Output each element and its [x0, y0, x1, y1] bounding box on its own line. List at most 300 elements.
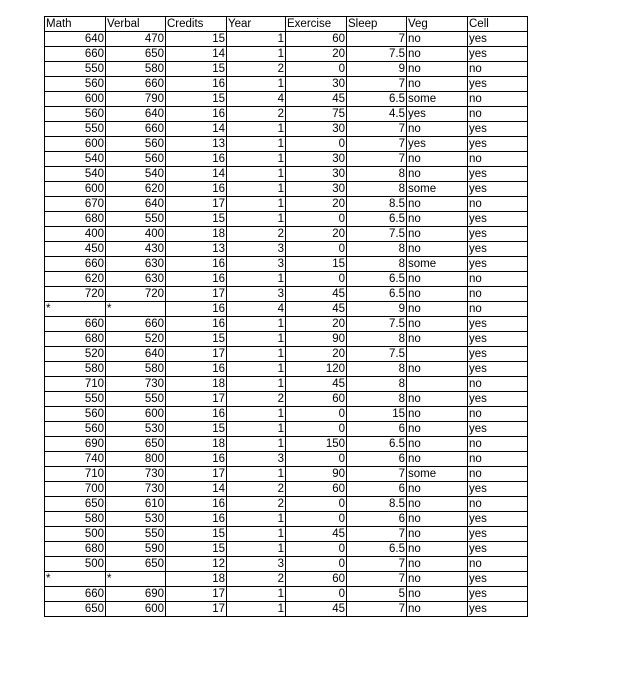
cell-sleep[interactable]: 6 [347, 512, 407, 527]
cell-sleep[interactable]: 7.5 [347, 347, 407, 362]
cell-year[interactable]: 1 [227, 212, 286, 227]
cell-cell[interactable]: yes [468, 362, 528, 377]
cell-math[interactable]: 650 [45, 602, 106, 617]
cell-cell[interactable]: yes [468, 182, 528, 197]
cell-credits[interactable]: 16 [166, 317, 227, 332]
cell-exercise[interactable]: 30 [286, 167, 347, 182]
cell-credits[interactable]: 17 [166, 587, 227, 602]
cell-cell[interactable]: no [468, 452, 528, 467]
cell-sleep[interactable]: 6 [347, 452, 407, 467]
cell-verbal[interactable]: 530 [106, 422, 166, 437]
cell-sleep[interactable]: 6 [347, 422, 407, 437]
cell-credits[interactable]: 15 [166, 542, 227, 557]
cell-veg[interactable]: no [407, 167, 468, 182]
cell-credits[interactable]: 16 [166, 77, 227, 92]
cell-sleep[interactable]: 8 [347, 167, 407, 182]
cell-exercise[interactable]: 0 [286, 212, 347, 227]
cell-math[interactable]: 600 [45, 137, 106, 152]
cell-year[interactable]: 2 [227, 392, 286, 407]
cell-veg[interactable]: no [407, 227, 468, 242]
cell-veg[interactable]: no [407, 287, 468, 302]
cell-math[interactable]: 620 [45, 272, 106, 287]
cell-verbal[interactable]: 660 [106, 122, 166, 137]
cell-veg[interactable]: no [407, 122, 468, 137]
cell-year[interactable]: 1 [227, 122, 286, 137]
cell-credits[interactable]: 17 [166, 287, 227, 302]
cell-veg[interactable]: no [407, 212, 468, 227]
cell-veg[interactable]: no [407, 62, 468, 77]
cell-cell[interactable]: yes [468, 77, 528, 92]
cell-year[interactable]: 1 [227, 437, 286, 452]
cell-verbal[interactable]: 730 [106, 482, 166, 497]
cell-credits[interactable]: 16 [166, 452, 227, 467]
cell-exercise[interactable]: 30 [286, 152, 347, 167]
cell-year[interactable]: 2 [227, 227, 286, 242]
cell-veg[interactable]: no [407, 557, 468, 572]
cell-sleep[interactable]: 7 [347, 572, 407, 587]
cell-exercise[interactable]: 0 [286, 137, 347, 152]
cell-credits[interactable]: 16 [166, 362, 227, 377]
cell-verbal[interactable]: 520 [106, 332, 166, 347]
cell-exercise[interactable]: 0 [286, 452, 347, 467]
cell-credits[interactable]: 17 [166, 347, 227, 362]
cell-credits[interactable]: 16 [166, 302, 227, 317]
cell-math[interactable]: * [45, 572, 106, 587]
cell-cell[interactable]: yes [468, 32, 528, 47]
cell-credits[interactable]: 15 [166, 32, 227, 47]
cell-exercise[interactable]: 20 [286, 347, 347, 362]
cell-credits[interactable]: 17 [166, 392, 227, 407]
cell-verbal[interactable]: 550 [106, 527, 166, 542]
cell-verbal[interactable]: 560 [106, 152, 166, 167]
cell-verbal[interactable]: 590 [106, 542, 166, 557]
cell-credits[interactable]: 13 [166, 137, 227, 152]
cell-cell[interactable]: no [468, 107, 528, 122]
header-cell-credits[interactable]: Credits [166, 17, 227, 32]
cell-verbal[interactable]: 790 [106, 92, 166, 107]
cell-veg[interactable]: no [407, 152, 468, 167]
cell-exercise[interactable]: 0 [286, 242, 347, 257]
cell-cell[interactable]: yes [468, 347, 528, 362]
cell-veg[interactable]: no [407, 572, 468, 587]
cell-exercise[interactable]: 30 [286, 122, 347, 137]
cell-cell[interactable]: no [468, 92, 528, 107]
cell-exercise[interactable]: 20 [286, 227, 347, 242]
cell-exercise[interactable]: 45 [286, 527, 347, 542]
cell-veg[interactable]: no [407, 407, 468, 422]
cell-exercise[interactable]: 60 [286, 392, 347, 407]
cell-veg[interactable]: no [407, 197, 468, 212]
cell-sleep[interactable]: 9 [347, 302, 407, 317]
cell-math[interactable]: 700 [45, 482, 106, 497]
cell-exercise[interactable]: 45 [286, 287, 347, 302]
cell-year[interactable]: 1 [227, 467, 286, 482]
cell-veg[interactable]: no [407, 437, 468, 452]
cell-credits[interactable]: 16 [166, 407, 227, 422]
cell-exercise[interactable]: 0 [286, 557, 347, 572]
cell-exercise[interactable]: 30 [286, 182, 347, 197]
cell-cell[interactable]: yes [468, 572, 528, 587]
cell-sleep[interactable]: 5 [347, 587, 407, 602]
cell-veg[interactable]: no [407, 497, 468, 512]
cell-year[interactable]: 3 [227, 287, 286, 302]
cell-cell[interactable]: no [468, 497, 528, 512]
cell-veg[interactable]: no [407, 32, 468, 47]
cell-veg[interactable]: no [407, 47, 468, 62]
cell-credits[interactable]: 18 [166, 227, 227, 242]
cell-credits[interactable]: 15 [166, 422, 227, 437]
cell-math[interactable]: 550 [45, 392, 106, 407]
cell-exercise[interactable]: 45 [286, 602, 347, 617]
cell-credits[interactable]: 14 [166, 47, 227, 62]
cell-math[interactable]: 560 [45, 407, 106, 422]
cell-verbal[interactable]: 640 [106, 347, 166, 362]
cell-sleep[interactable]: 7 [347, 527, 407, 542]
cell-credits[interactable]: 16 [166, 512, 227, 527]
cell-year[interactable]: 1 [227, 347, 286, 362]
cell-year[interactable]: 1 [227, 182, 286, 197]
cell-credits[interactable]: 16 [166, 107, 227, 122]
cell-veg[interactable]: no [407, 542, 468, 557]
cell-sleep[interactable]: 7 [347, 137, 407, 152]
cell-credits[interactable]: 16 [166, 272, 227, 287]
cell-sleep[interactable]: 7.5 [347, 47, 407, 62]
cell-year[interactable]: 1 [227, 272, 286, 287]
cell-credits[interactable]: 15 [166, 332, 227, 347]
cell-sleep[interactable]: 8 [347, 242, 407, 257]
cell-cell[interactable]: no [468, 437, 528, 452]
cell-credits[interactable]: 16 [166, 182, 227, 197]
cell-credits[interactable]: 18 [166, 377, 227, 392]
cell-math[interactable]: 660 [45, 47, 106, 62]
cell-year[interactable]: 2 [227, 497, 286, 512]
cell-year[interactable]: 1 [227, 602, 286, 617]
cell-math[interactable]: 520 [45, 347, 106, 362]
cell-veg[interactable]: no [407, 482, 468, 497]
cell-cell[interactable]: yes [468, 392, 528, 407]
cell-cell[interactable]: yes [468, 587, 528, 602]
cell-verbal[interactable]: 690 [106, 587, 166, 602]
cell-credits[interactable]: 12 [166, 557, 227, 572]
cell-year[interactable]: 1 [227, 77, 286, 92]
cell-math[interactable]: 550 [45, 62, 106, 77]
header-cell-sleep[interactable]: Sleep [347, 17, 407, 32]
cell-cell[interactable]: yes [468, 122, 528, 137]
cell-sleep[interactable]: 6.5 [347, 212, 407, 227]
cell-cell[interactable]: no [468, 197, 528, 212]
cell-math[interactable]: 690 [45, 437, 106, 452]
cell-exercise[interactable]: 75 [286, 107, 347, 122]
cell-veg[interactable]: no [407, 77, 468, 92]
cell-cell[interactable]: yes [468, 242, 528, 257]
cell-verbal[interactable]: 650 [106, 437, 166, 452]
cell-sleep[interactable]: 8.5 [347, 497, 407, 512]
cell-math[interactable]: 560 [45, 77, 106, 92]
cell-year[interactable]: 2 [227, 62, 286, 77]
cell-cell[interactable]: yes [468, 227, 528, 242]
cell-sleep[interactable]: 8 [347, 182, 407, 197]
cell-cell[interactable]: yes [468, 482, 528, 497]
cell-veg[interactable]: no [407, 392, 468, 407]
cell-year[interactable]: 2 [227, 572, 286, 587]
cell-veg[interactable]: no [407, 242, 468, 257]
cell-year[interactable]: 1 [227, 332, 286, 347]
cell-cell[interactable]: no [468, 62, 528, 77]
cell-math[interactable]: 720 [45, 287, 106, 302]
cell-credits[interactable]: 17 [166, 197, 227, 212]
cell-math[interactable]: 660 [45, 317, 106, 332]
cell-year[interactable]: 3 [227, 242, 286, 257]
cell-sleep[interactable]: 7 [347, 602, 407, 617]
cell-sleep[interactable]: 8 [347, 377, 407, 392]
cell-exercise[interactable]: 0 [286, 62, 347, 77]
cell-exercise[interactable]: 20 [286, 317, 347, 332]
cell-verbal[interactable]: 550 [106, 392, 166, 407]
cell-sleep[interactable]: 7 [347, 122, 407, 137]
cell-sleep[interactable]: 6 [347, 482, 407, 497]
cell-verbal[interactable]: 730 [106, 467, 166, 482]
cell-cell[interactable]: no [468, 407, 528, 422]
cell-year[interactable]: 1 [227, 377, 286, 392]
cell-cell[interactable]: yes [468, 422, 528, 437]
cell-sleep[interactable]: 7.5 [347, 317, 407, 332]
cell-sleep[interactable]: 6.5 [347, 287, 407, 302]
cell-year[interactable]: 4 [227, 92, 286, 107]
cell-veg[interactable]: no [407, 317, 468, 332]
cell-veg[interactable]: no [407, 272, 468, 287]
cell-credits[interactable]: 14 [166, 122, 227, 137]
cell-math[interactable]: 550 [45, 122, 106, 137]
cell-exercise[interactable]: 45 [286, 92, 347, 107]
cell-year[interactable]: 1 [227, 587, 286, 602]
cell-verbal[interactable]: 580 [106, 62, 166, 77]
cell-verbal[interactable]: 580 [106, 362, 166, 377]
cell-cell[interactable]: yes [468, 257, 528, 272]
cell-cell[interactable]: no [468, 557, 528, 572]
cell-math[interactable]: * [45, 302, 106, 317]
cell-cell[interactable]: no [468, 272, 528, 287]
cell-exercise[interactable]: 0 [286, 422, 347, 437]
cell-veg[interactable]: no [407, 302, 468, 317]
cell-sleep[interactable]: 6.5 [347, 272, 407, 287]
cell-math[interactable]: 500 [45, 527, 106, 542]
cell-math[interactable]: 400 [45, 227, 106, 242]
cell-credits[interactable]: 18 [166, 572, 227, 587]
cell-year[interactable]: 3 [227, 257, 286, 272]
cell-year[interactable]: 1 [227, 197, 286, 212]
cell-year[interactable]: 1 [227, 422, 286, 437]
cell-credits[interactable]: 15 [166, 212, 227, 227]
cell-verbal[interactable]: 600 [106, 602, 166, 617]
cell-cell[interactable]: yes [468, 602, 528, 617]
cell-credits[interactable]: 13 [166, 242, 227, 257]
cell-math[interactable]: 740 [45, 452, 106, 467]
cell-year[interactable]: 1 [227, 317, 286, 332]
cell-verbal[interactable]: 600 [106, 407, 166, 422]
cell-cell[interactable]: yes [468, 527, 528, 542]
cell-exercise[interactable]: 20 [286, 197, 347, 212]
cell-sleep[interactable]: 7 [347, 467, 407, 482]
cell-veg[interactable]: no [407, 332, 468, 347]
cell-exercise[interactable]: 90 [286, 332, 347, 347]
cell-verbal[interactable]: * [106, 302, 166, 317]
cell-cell[interactable]: yes [468, 512, 528, 527]
cell-exercise[interactable]: 90 [286, 467, 347, 482]
cell-sleep[interactable]: 6.5 [347, 92, 407, 107]
cell-veg[interactable]: some [407, 257, 468, 272]
cell-credits[interactable]: 14 [166, 167, 227, 182]
cell-cell[interactable]: yes [468, 167, 528, 182]
cell-verbal[interactable]: 470 [106, 32, 166, 47]
cell-verbal[interactable]: 630 [106, 257, 166, 272]
cell-year[interactable]: 1 [227, 362, 286, 377]
cell-cell[interactable]: no [468, 377, 528, 392]
cell-sleep[interactable]: 7 [347, 152, 407, 167]
cell-exercise[interactable]: 0 [286, 407, 347, 422]
cell-exercise[interactable]: 20 [286, 47, 347, 62]
cell-year[interactable]: 2 [227, 107, 286, 122]
cell-credits[interactable]: 15 [166, 92, 227, 107]
cell-math[interactable]: 560 [45, 422, 106, 437]
cell-math[interactable]: 710 [45, 467, 106, 482]
cell-math[interactable]: 500 [45, 557, 106, 572]
cell-credits[interactable]: 17 [166, 602, 227, 617]
cell-veg[interactable]: no [407, 422, 468, 437]
cell-credits[interactable]: 15 [166, 527, 227, 542]
cell-verbal[interactable]: 730 [106, 377, 166, 392]
cell-math[interactable]: 640 [45, 32, 106, 47]
cell-credits[interactable]: 16 [166, 152, 227, 167]
cell-cell[interactable]: yes [468, 332, 528, 347]
cell-verbal[interactable]: * [106, 572, 166, 587]
cell-sleep[interactable]: 8 [347, 332, 407, 347]
cell-math[interactable]: 580 [45, 362, 106, 377]
cell-verbal[interactable]: 640 [106, 197, 166, 212]
cell-verbal[interactable]: 560 [106, 137, 166, 152]
cell-exercise[interactable]: 120 [286, 362, 347, 377]
cell-year[interactable]: 3 [227, 452, 286, 467]
cell-credits[interactable]: 16 [166, 257, 227, 272]
cell-sleep[interactable]: 8 [347, 362, 407, 377]
cell-veg[interactable]: some [407, 92, 468, 107]
cell-cell[interactable]: yes [468, 317, 528, 332]
header-cell-math[interactable]: Math [45, 17, 106, 32]
cell-verbal[interactable]: 660 [106, 317, 166, 332]
cell-exercise[interactable]: 15 [286, 257, 347, 272]
cell-sleep[interactable]: 6.5 [347, 437, 407, 452]
cell-veg[interactable]: no [407, 527, 468, 542]
cell-sleep[interactable]: 8 [347, 257, 407, 272]
cell-exercise[interactable]: 150 [286, 437, 347, 452]
cell-cell[interactable]: yes [468, 47, 528, 62]
cell-math[interactable]: 540 [45, 167, 106, 182]
cell-year[interactable]: 1 [227, 32, 286, 47]
cell-verbal[interactable]: 650 [106, 47, 166, 62]
cell-year[interactable]: 1 [227, 152, 286, 167]
cell-math[interactable]: 710 [45, 377, 106, 392]
cell-math[interactable]: 660 [45, 587, 106, 602]
cell-sleep[interactable]: 8.5 [347, 197, 407, 212]
cell-year[interactable]: 3 [227, 557, 286, 572]
cell-verbal[interactable]: 650 [106, 557, 166, 572]
cell-veg[interactable]: no [407, 362, 468, 377]
cell-sleep[interactable]: 7.5 [347, 227, 407, 242]
cell-credits[interactable]: 15 [166, 62, 227, 77]
cell-sleep[interactable]: 4.5 [347, 107, 407, 122]
cell-year[interactable]: 4 [227, 302, 286, 317]
cell-exercise[interactable]: 0 [286, 272, 347, 287]
cell-math[interactable]: 680 [45, 212, 106, 227]
cell-verbal[interactable]: 800 [106, 452, 166, 467]
cell-math[interactable]: 600 [45, 92, 106, 107]
cell-verbal[interactable]: 660 [106, 77, 166, 92]
cell-exercise[interactable]: 60 [286, 482, 347, 497]
cell-year[interactable]: 2 [227, 482, 286, 497]
cell-veg[interactable]: yes [407, 107, 468, 122]
cell-cell[interactable]: no [468, 287, 528, 302]
cell-exercise[interactable]: 0 [286, 542, 347, 557]
cell-verbal[interactable]: 620 [106, 182, 166, 197]
cell-exercise[interactable]: 60 [286, 572, 347, 587]
cell-credits[interactable]: 16 [166, 497, 227, 512]
cell-math[interactable]: 450 [45, 242, 106, 257]
cell-year[interactable]: 1 [227, 512, 286, 527]
header-cell-year[interactable]: Year [227, 17, 286, 32]
cell-veg[interactable]: some [407, 182, 468, 197]
cell-cell[interactable]: no [468, 302, 528, 317]
cell-year[interactable]: 1 [227, 527, 286, 542]
cell-veg[interactable] [407, 377, 468, 392]
cell-verbal[interactable]: 400 [106, 227, 166, 242]
cell-verbal[interactable]: 530 [106, 512, 166, 527]
cell-math[interactable]: 580 [45, 512, 106, 527]
cell-exercise[interactable]: 0 [286, 497, 347, 512]
cell-credits[interactable]: 17 [166, 467, 227, 482]
cell-sleep[interactable]: 7 [347, 77, 407, 92]
cell-year[interactable]: 1 [227, 542, 286, 557]
cell-sleep[interactable]: 9 [347, 62, 407, 77]
cell-cell[interactable]: yes [468, 212, 528, 227]
cell-veg[interactable]: no [407, 452, 468, 467]
cell-cell[interactable]: yes [468, 542, 528, 557]
header-cell-verbal[interactable]: Verbal [106, 17, 166, 32]
cell-exercise[interactable]: 0 [286, 587, 347, 602]
cell-exercise[interactable]: 45 [286, 302, 347, 317]
cell-veg[interactable]: no [407, 512, 468, 527]
cell-sleep[interactable]: 7 [347, 32, 407, 47]
cell-credits[interactable]: 14 [166, 482, 227, 497]
cell-sleep[interactable]: 8 [347, 392, 407, 407]
cell-cell[interactable]: no [468, 467, 528, 482]
header-cell-exercise[interactable]: Exercise [286, 17, 347, 32]
cell-cell[interactable]: no [468, 152, 528, 167]
cell-exercise[interactable]: 0 [286, 512, 347, 527]
cell-math[interactable]: 680 [45, 332, 106, 347]
header-cell-cell[interactable]: Cell [468, 17, 528, 32]
cell-year[interactable]: 1 [227, 47, 286, 62]
cell-exercise[interactable]: 45 [286, 377, 347, 392]
cell-veg[interactable]: yes [407, 137, 468, 152]
cell-sleep[interactable]: 7 [347, 557, 407, 572]
cell-exercise[interactable]: 30 [286, 77, 347, 92]
cell-cell[interactable]: yes [468, 137, 528, 152]
cell-year[interactable]: 1 [227, 167, 286, 182]
cell-year[interactable]: 1 [227, 137, 286, 152]
cell-veg[interactable]: no [407, 602, 468, 617]
cell-credits[interactable]: 18 [166, 437, 227, 452]
cell-verbal[interactable]: 540 [106, 167, 166, 182]
header-cell-veg[interactable]: Veg [407, 17, 468, 32]
